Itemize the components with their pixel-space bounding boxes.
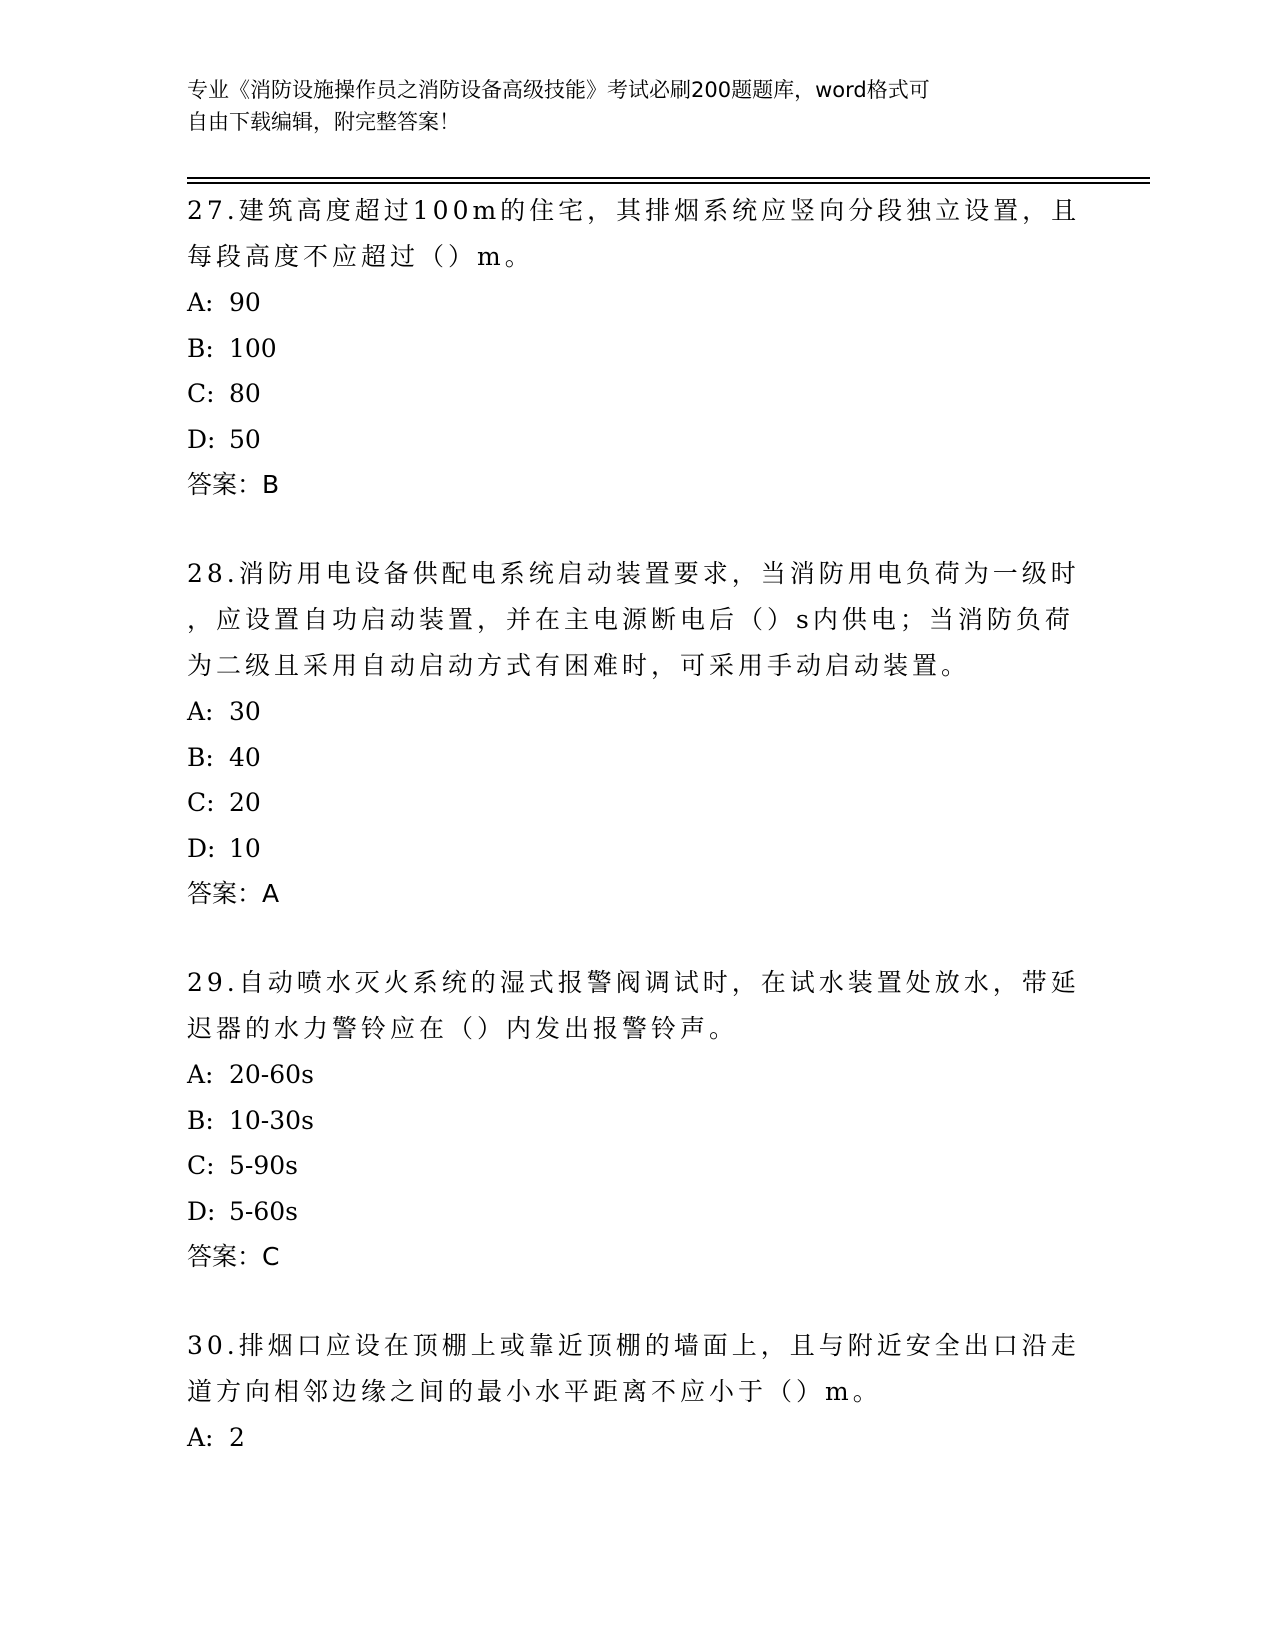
option-value: 10 bbox=[229, 833, 261, 863]
option-c bbox=[187, 371, 1087, 417]
option-key: D: bbox=[187, 833, 216, 863]
answer: 答案：C bbox=[187, 1242, 280, 1271]
option-key: C: bbox=[187, 1151, 215, 1180]
option-key: A: bbox=[187, 288, 214, 317]
document-header bbox=[187, 74, 1067, 138]
question-text-line: 30.排烟口应设在顶棚上或靠近顶棚的墙面上，且与附近安全出口沿走 bbox=[187, 1331, 1080, 1360]
question-text-line: 29.自动喷水灭火系统的湿式报警阀调试时，在试水装置处放水，带延 bbox=[187, 968, 1080, 997]
option-key: A: bbox=[187, 697, 214, 726]
option-key: C: bbox=[187, 788, 215, 817]
question-27 bbox=[187, 188, 1087, 507]
option-key: A: bbox=[187, 1060, 214, 1089]
option-b bbox=[187, 1098, 1087, 1144]
question-text-line: 每段高度不应超过（）m。 bbox=[187, 242, 534, 271]
option-value: 50 bbox=[229, 424, 261, 454]
option-key: B: bbox=[187, 742, 214, 772]
option-value: 10-30s bbox=[229, 1105, 314, 1135]
question-29 bbox=[187, 960, 1087, 1279]
option-value: 20-60s bbox=[229, 1060, 314, 1089]
question-text-line: 道方向相邻边缘之间的最小水平距离不应小于（）m。 bbox=[187, 1377, 882, 1406]
option-key: D: bbox=[187, 1196, 216, 1226]
header-divider-bottom bbox=[187, 182, 1150, 184]
option-value: 40 bbox=[229, 742, 261, 772]
answer: 答案：B bbox=[187, 470, 280, 499]
option-c bbox=[187, 1143, 1087, 1189]
option-value: 20 bbox=[229, 788, 261, 817]
option-d bbox=[187, 417, 1087, 463]
question-text-line: 迟器的水力警铃应在（）内发出报警铃声。 bbox=[187, 1014, 739, 1043]
option-value: 30 bbox=[229, 697, 261, 726]
option-key: D: bbox=[187, 424, 216, 454]
option-d bbox=[187, 1189, 1087, 1235]
option-key: A: bbox=[187, 1423, 214, 1452]
option-a bbox=[187, 280, 1087, 326]
option-value: 100 bbox=[229, 333, 277, 363]
question-28 bbox=[187, 551, 1087, 916]
question-text-line: ，应设置自功启动装置，并在主电源断电后（）s内供电；当消防负荷 bbox=[187, 605, 1074, 634]
option-value: 90 bbox=[229, 288, 261, 317]
option-a bbox=[187, 1415, 1087, 1461]
question-text-line: 28.消防用电设备供配电系统启动装置要求，当消防用电负荷为一级时 bbox=[187, 559, 1080, 588]
option-b bbox=[187, 326, 1087, 372]
header-line-2: 自由下载编辑，附完整答案！ bbox=[187, 110, 460, 134]
option-value: 2 bbox=[229, 1423, 245, 1452]
option-d bbox=[187, 826, 1087, 872]
option-b bbox=[187, 735, 1087, 781]
header-divider-top bbox=[187, 177, 1150, 179]
option-key: B: bbox=[187, 1105, 214, 1135]
option-key: C: bbox=[187, 379, 215, 408]
option-c bbox=[187, 780, 1087, 826]
question-30 bbox=[187, 1323, 1087, 1461]
option-a bbox=[187, 1052, 1087, 1098]
option-a bbox=[187, 689, 1087, 735]
option-value: 5-90s bbox=[229, 1151, 298, 1180]
option-key: B: bbox=[187, 333, 214, 363]
question-text-line: 为二级且采用自动启动方式有困难时，可采用手动启动装置。 bbox=[187, 651, 971, 680]
question-text-line: 27.建筑高度超过100m的住宅，其排烟系统应竖向分段独立设置，且 bbox=[187, 196, 1081, 225]
answer: 答案：A bbox=[187, 879, 280, 908]
header-line-1: 专业《消防设施操作员之消防设备高级技能》考试必刷200题题库，word格式可 bbox=[187, 78, 930, 102]
option-value: 80 bbox=[229, 379, 261, 408]
option-value: 5-60s bbox=[229, 1196, 298, 1226]
